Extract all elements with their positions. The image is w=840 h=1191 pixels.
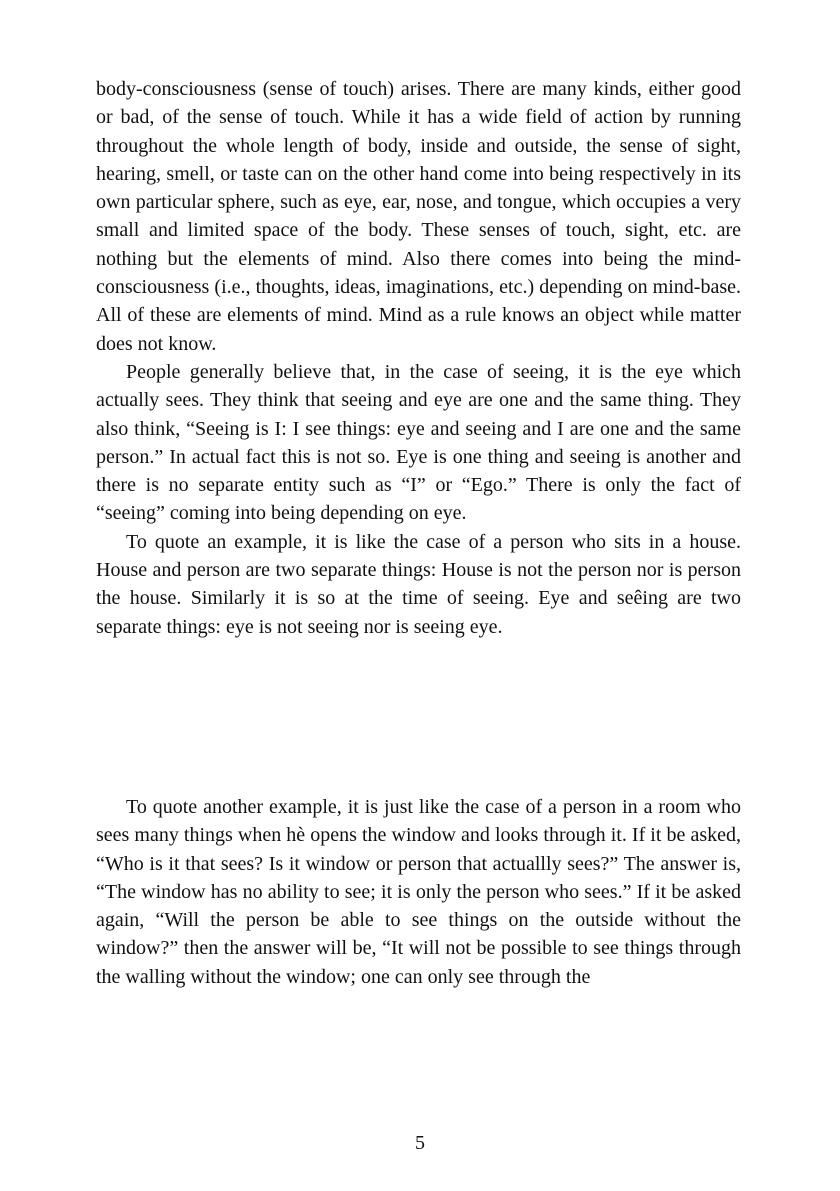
paragraph-touch-consciousness: body-consciousness (sense of touch) arises. There are many kinds, either good or bad, of the sense of touch. While it has a wide field of action by running throughout the whole length of body, inside and outside, the sense of sight, hearing, smell, or taste can on the other hand come into being respectively in its own particular sphere, such as eye, ear, nose, and tongue, which occupies a very small and limited space of the body. These senses of touch, sight, etc. are nothing but the elements of mind. Also there comes into being the mind-consciousness (i.e., thoughts, ideas, imaginations, etc.) depending on mind-base. All of these are elements of mind. Mind as a rule knows an object while matter does not know. <box>96 78 741 355</box>
paragraph-window-example: To quote another example, it is just like the case of a person in a room who sees many things when hè opens the window and looks through it. If it be asked, “Who is it that sees? Is it window or person that actuallly sees?” The answer is, “The window has no ability to see; it is only the person who sees.” If it be asked again, “Will the person be able to see things on the outside without the window?” then the answer will be, “It will not be possible to see things through the walling without the window; one can only see through the <box>96 795 741 988</box>
page-number: 5 <box>415 1132 425 1154</box>
page-body <box>96 75 741 991</box>
blank-space <box>96 641 741 793</box>
paragraph-house-example: To quote an example, it is like the case of a person who sits in a house. House and person are two separate things: House is not the person nor is person the house. Similarly it is so at the time of seeing. Eye and seêing are two separate things: eye is not seeing nor is seeing eye. <box>96 530 741 638</box>
paragraph-seeing-and-eye: People generally believe that, in the case of seeing, it is the eye which actually sees. They think that seeing and eye are one and the same thing. They also think, “Seeing is I: I see things: eye and seeing and I are one and the same person.” In actual fact this is not so. Eye is one thing and seeing is another and there is no separate entity such as “I” or “Ego.” There is only the fact of “seeing” coming into being depending on eye. <box>96 360 741 525</box>
